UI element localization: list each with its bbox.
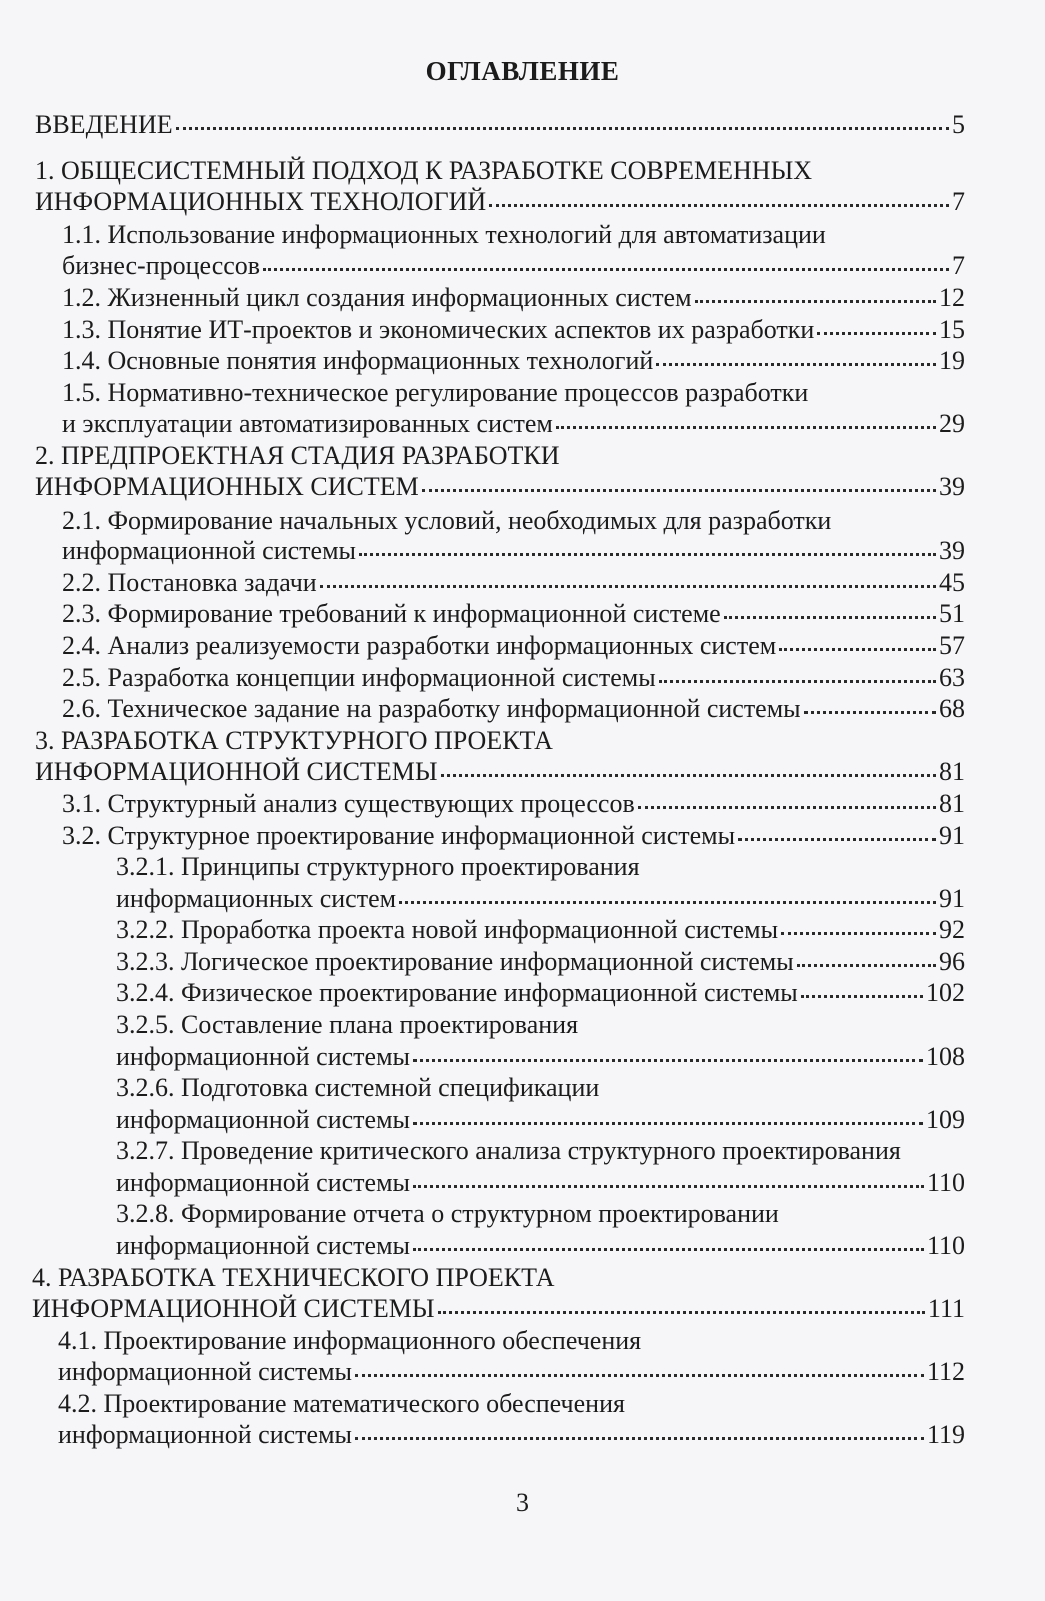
leader-dots [659,679,936,683]
toc-entry [62,505,965,537]
toc-entry-page: 102 [926,978,965,1007]
toc-entry-text: 1.4. Основные понятия информационных технологий [62,346,654,375]
toc-entry-text: информационной системы [58,1357,352,1386]
toc-entry [62,314,965,346]
toc-entry-text: 2.2. Постановка задачи [62,568,317,597]
leader-dots [263,267,949,271]
toc-entry-text: 3.2. Структурное проектирование информационной системы [62,821,736,850]
toc-entry-text: бизнес-процессов [62,251,261,280]
toc-entry-text: 2.6. Техническое задание на разработку информационной системы [62,694,801,723]
toc-entry-text: 3.2.4. Физическое проектирование информационной системы [116,978,798,1007]
toc-entry [58,1419,965,1451]
leader-dots [724,615,936,619]
toc-entry-text: ИНФОРМАЦИОННЫХ СИСТЕМ [35,472,419,501]
toc-entry-page: 119 [926,1420,965,1449]
toc-entry-page: 96 [939,947,965,976]
leader-dots [804,710,936,714]
toc-entry-text: 3.2.7. Проведение критического анализа структурного проектирования [116,1136,901,1165]
toc-entry [116,851,965,883]
leader-dots [438,1310,925,1314]
toc-entry [58,1356,965,1388]
toc-entry-page: 39 [939,472,965,501]
toc-entry [62,408,965,440]
leader-dots [413,1058,923,1062]
toc-entry [116,1230,965,1262]
toc-entry-text: ВВЕДЕНИЕ [35,110,173,139]
toc-entry-text: информационной системы [116,1105,410,1134]
toc-entry-text: 1.3. Понятие ИТ-проектов и экономических аспектов их разработки [62,315,815,344]
toc-entry [32,1262,965,1294]
leader-dots [355,1436,924,1440]
toc-entry [35,756,965,788]
toc-entry-page: 19 [939,346,965,375]
toc-entry [35,725,965,757]
leader-dots [413,1184,924,1188]
toc-entry-page: 57 [939,631,965,660]
toc-entry [116,977,965,1009]
leader-dots [413,1121,923,1125]
leader-dots [738,837,936,841]
toc-entry [62,535,965,567]
toc-entry-text: 4. РАЗРАБОТКА ТЕХНИЧЕСКОГО ПРОЕКТА [32,1263,555,1292]
toc-entry-page: 51 [939,599,965,628]
toc-entry-page: 81 [939,757,965,786]
toc-entry [116,914,965,946]
toc-entry-page: 15 [939,315,965,344]
toc-entry-text: 3. РАЗРАБОТКА СТРУКТУРНОГО ПРОЕКТА [35,726,553,755]
leader-dots [779,647,936,651]
toc-entry [35,471,965,503]
toc-entry-text: 3.1. Структурный анализ существующих процессов [62,789,635,818]
toc-entry [62,598,965,630]
toc-entry-page: 63 [939,663,965,692]
toc-entry-text: информационной системы [116,1042,410,1071]
toc-entry-text: 4.1. Проектирование информационного обеспечения [58,1326,642,1355]
toc-entry-text: 2. ПРЕДПРОЕКТНАЯ СТАДИЯ РАЗРАБОТКИ [35,441,560,470]
toc-entry [62,250,965,282]
page-number: 3 [516,1488,529,1517]
leader-dots [656,362,936,366]
leader-dots [359,552,936,556]
toc-entry [32,1293,965,1325]
toc-entry-page: 81 [939,789,965,818]
leader-dots [355,1373,924,1377]
toc-entry-text: информационной системы [116,1168,410,1197]
leader-dots [320,584,936,588]
toc-entry-page: 112 [926,1357,965,1386]
toc-entry-text: 1.2. Жизненный цикл создания информационных систем [62,283,692,312]
toc-entry [35,155,965,187]
toc-entry-text: 3.2.2. Проработка проекта новой информационной системы [116,915,779,944]
toc-entry-text: и эксплуатации автоматизированных систем [62,409,553,438]
toc-entry [35,109,965,141]
toc-entry-text: 2.3. Формирование требований к информационной системе [62,599,721,628]
toc-entry-page: 91 [939,821,965,850]
leader-dots [781,931,936,935]
toc-entry [62,820,965,852]
leader-dots [413,1247,924,1251]
toc-entry [62,219,965,251]
toc-entry [62,567,965,599]
toc-entry [62,630,965,662]
toc-entry-text: 4.2. Проектирование математического обеспечения [58,1389,625,1418]
toc-entry-page: 68 [939,694,965,723]
toc-entry-page: 45 [939,568,965,597]
leader-dots [441,773,937,777]
toc-entry [116,946,965,978]
toc-entry-text: 1.5. Нормативно-техническое регулирование процессов разработки [62,378,809,407]
toc-entry-page: 91 [939,884,965,913]
leader-dots [695,299,936,303]
toc-entry [116,1167,965,1199]
toc-entry [35,186,965,218]
toc-entry-page: 108 [926,1042,965,1071]
leader-dots [638,805,936,809]
leader-dots [817,331,936,335]
toc-entry-text: 3.2.8. Формирование отчета о структурном проектировании [116,1199,779,1228]
toc-entry [116,1041,965,1073]
toc-entry-text: 1. ОБЩЕСИСТЕМНЫЙ ПОДХОД К РАЗРАБОТКЕ СОВРЕМЕННЫХ [35,156,813,185]
toc-entry-text: 3.2.5. Составление плана проектирования [116,1010,579,1039]
toc-entry-page: 110 [926,1168,965,1197]
toc-entry-text: ИНФОРМАЦИОННЫХ ТЕХНОЛОГИЙ [35,187,487,216]
toc-entry [116,1072,965,1104]
toc-entry [62,282,965,314]
toc-entry [116,883,965,915]
toc-entry [116,1009,965,1041]
leader-dots [556,425,936,429]
toc-entry-text: информационных систем [116,884,397,913]
toc-entry [62,693,965,725]
leader-dots [399,900,936,904]
leader-dots [801,994,923,998]
toc-entry-page: 92 [939,915,965,944]
toc-entry [62,377,965,409]
toc-entry-text: 1.1. Использование информационных технологий для автоматизации [62,220,826,249]
toc-entry-page: 12 [939,283,965,312]
toc-entry-page: 29 [939,409,965,438]
toc-entry-text: 2.5. Разработка концепции информационной системы [62,663,656,692]
toc-entry-text: 2.1. Формирование начальных условий, необходимых для разработки [62,506,832,535]
toc-entry-text: 3.2.1. Принципы структурного проектирования [116,852,640,881]
leader-dots [489,203,949,207]
toc-entry [35,440,965,472]
toc-entry [62,662,965,694]
toc-title: ОГЛАВЛЕНИЕ [425,56,620,86]
leader-dots [176,126,949,130]
toc-entry [116,1135,965,1167]
toc-entry-text: ИНФОРМАЦИОННОЙ СИСТЕМЫ [35,757,438,786]
toc-entry-page: 7 [952,251,965,280]
toc-entry [62,788,965,820]
toc-entry-text: информационной системы [58,1420,352,1449]
toc-entry [58,1388,965,1420]
toc-entry-page: 39 [939,536,965,565]
toc-entry-page: 7 [952,187,965,216]
toc-entry-page: 111 [927,1294,965,1323]
leader-dots [422,488,936,492]
leader-dots [797,963,936,967]
toc-entry-text: 3.2.6. Подготовка системной спецификации [116,1073,600,1102]
toc-entry [58,1325,965,1357]
toc-entry [62,345,965,377]
toc-entry-text: 3.2.3. Логическое проектирование информационной системы [116,947,794,976]
toc-entry-page: 110 [926,1231,965,1260]
toc-entry-text: информационной системы [62,536,356,565]
toc-entry [116,1104,965,1136]
toc-entry-page: 109 [926,1105,965,1134]
toc-entry-text: информационной системы [116,1231,410,1260]
toc-entry-text: 2.4. Анализ реализуемости разработки информационных систем [62,631,777,660]
toc-entry-page: 5 [952,110,965,139]
toc-entry [116,1198,965,1230]
toc-entry-text: ИНФОРМАЦИОННОЙ СИСТЕМЫ [32,1294,435,1323]
